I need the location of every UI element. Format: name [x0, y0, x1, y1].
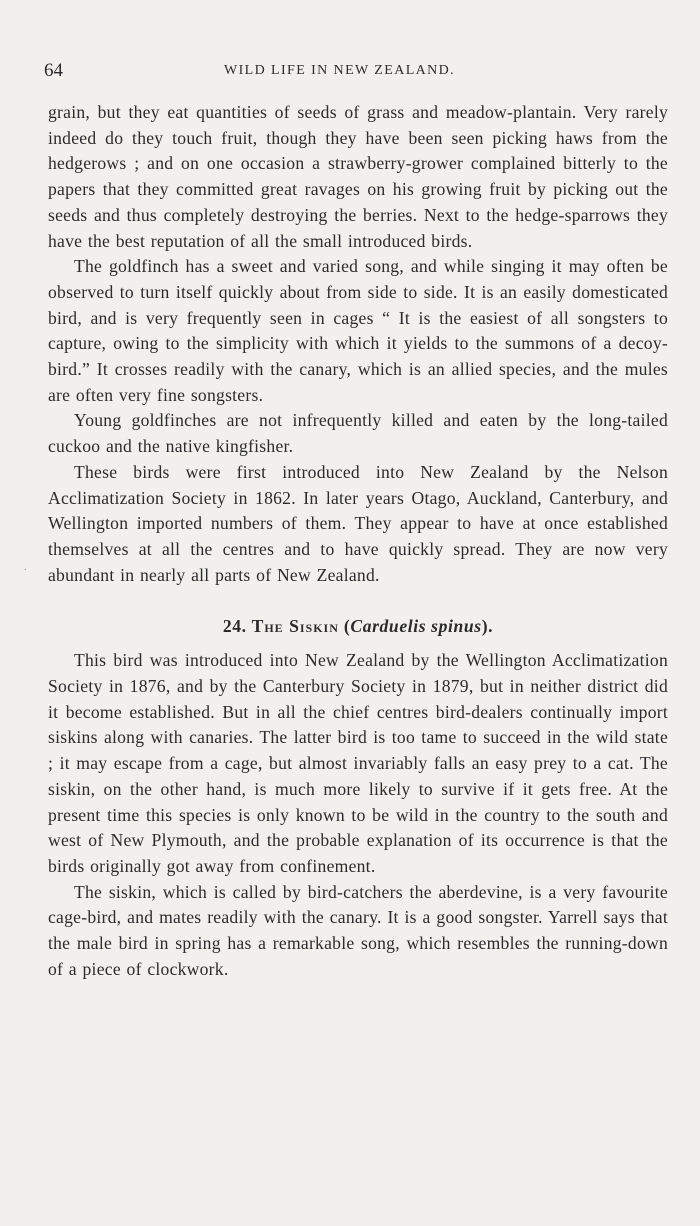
paragraph-goldfinch-song: The goldfinch has a sweet and varied song, and while singing it may often be observed to turn itself quickly about from side to side. It is an easily domesticated bird, and is very frequently seen in cages “ It is the easiest of all songsters to capture, owing to the simplicity with which it yields to the summons of a decoy-bird.” It crosses readily with the canary, which is an allied species, and the mules are often very fine songsters.	[48, 256, 668, 405]
section-scientific-name: Carduelis spinus	[350, 616, 482, 637]
page-number: 64	[44, 60, 63, 81]
paragraph-goldfinch-predators: Young goldfinches are not infrequently killed and eaten by the long-tailed cuckoo and the native kingfisher.	[48, 410, 668, 457]
running-head	[44, 60, 664, 84]
running-title: WILD LIFE IN NEW ZEALAND.	[224, 63, 456, 78]
section-open-paren: (	[343, 616, 351, 637]
section-name: The Siskin	[251, 616, 339, 637]
section-close-paren: ).	[481, 616, 494, 637]
section-heading	[48, 614, 668, 638]
paragraph-continued: grain, but they eat quantities of seeds of grass and meadow-plantain. Very rarely indeed do they touch fruit, though they have been seen picking haws from the hedgerows ; and on one occasion a strawberry-grower complained bitterly to the papers that they committed great ravages on his growing fruit by picking out the seeds and thus completely destroying the berries. Next to the hedge-sparrows they have the best reputation of all the small introduced birds.	[48, 102, 668, 251]
section-number: 24.	[222, 616, 247, 637]
paragraph-siskin-song: The siskin, which is called by bird-catchers the aberdevine, is a very favourite cage-bird, and mates readily with the canary. It is a good songster. Yarrell says that the male bird in spring has a remarkable song, which resembles the running-down of a piece of clockwork.	[48, 881, 668, 979]
paragraph-goldfinch-introduction: These birds were first introduced into New Zealand by the Nelson Acclimatization Society in 1862. In later years Otago, Auckland, Canterbury, and Wellington imported numbers of them. They appear to have at once established themselves at all the centres and to have quickly spread. They are now very abundant in nearly all parts of New Zealand.	[48, 461, 668, 585]
paragraph-siskin-introduction: This bird was introduced into New Zealand by the Wellington Acclimatization Society in 1876, and by the Canterbury Society in 1879, but in neither district did it become established. But in all the chief centres bird-dealers continually import siskins along with canaries. The latter bird is too tame to succeed in the wild state ; it may escape from a cage, but almost invariably falls an easy prey to a cat. The siskin, on the other hand, is much more likely to survive if it gets free. At the present time this species is only known to be wild in the country to the south and west of New Plymouth, and the probable explanation of its occurrence is that the birds originally got away from confinement.	[48, 650, 668, 876]
body-text	[48, 100, 668, 983]
margin-mark: .	[24, 562, 27, 573]
